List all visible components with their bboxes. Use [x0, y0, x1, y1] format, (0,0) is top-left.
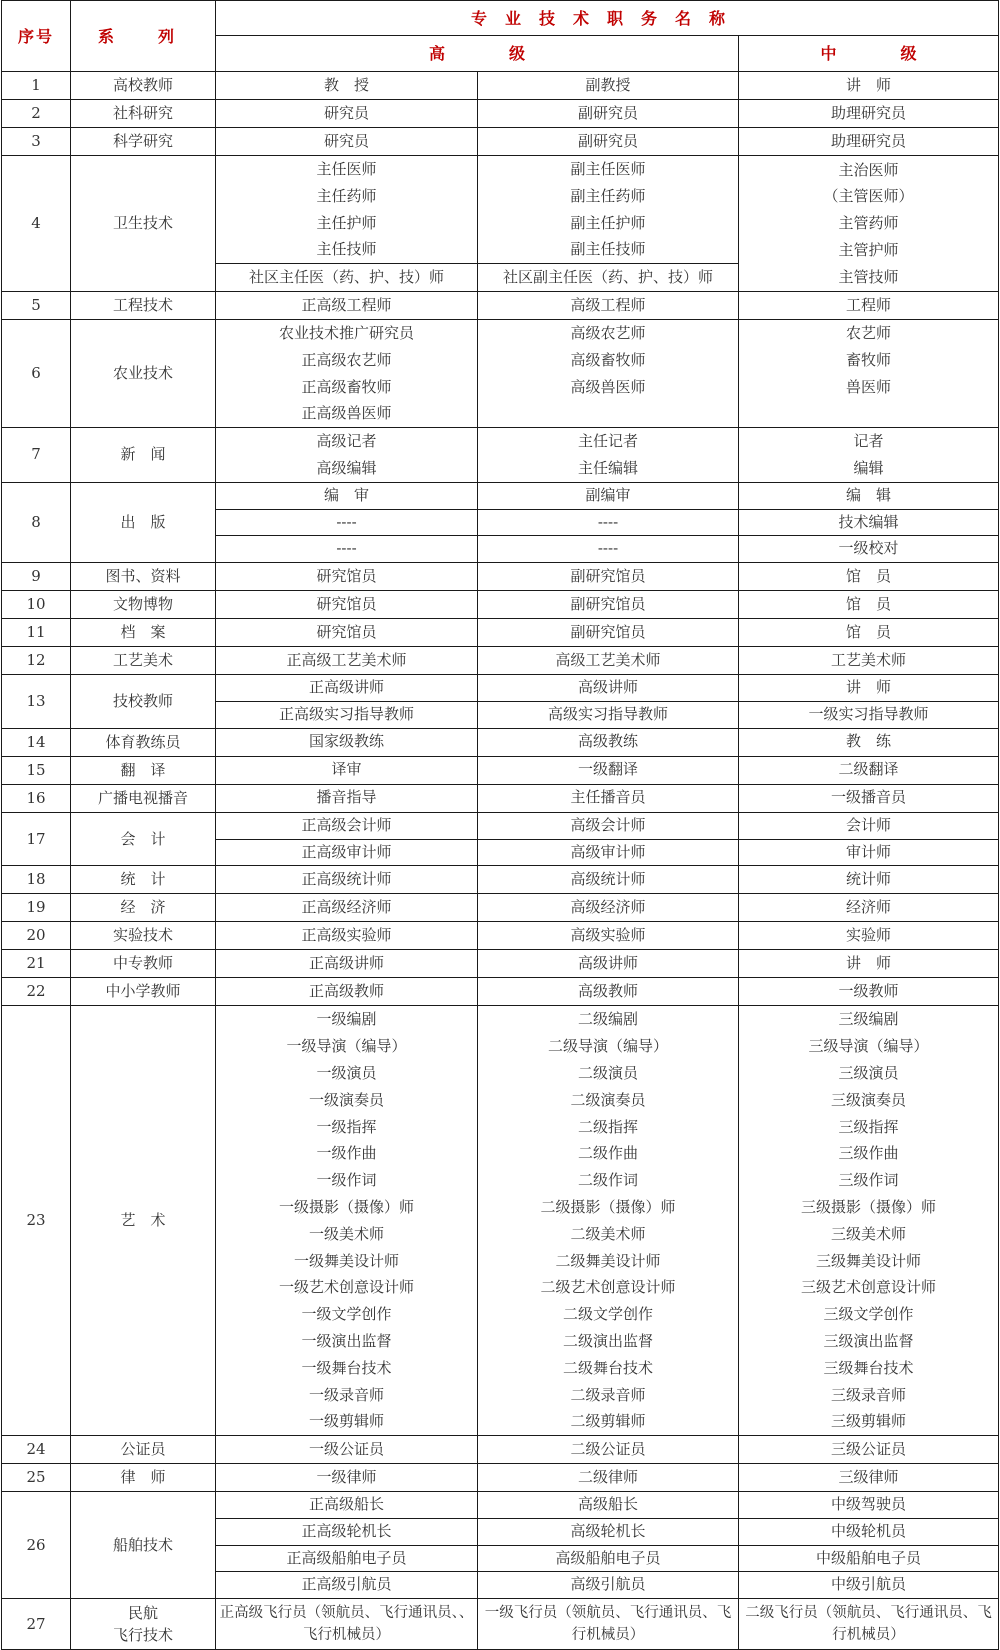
row-series: 社科研究	[71, 100, 216, 128]
title-cell: 高级实习指导教师	[478, 701, 739, 728]
cell-line: 主任记者	[577, 432, 638, 451]
row-number: 26	[2, 1492, 71, 1599]
series-line: 飞行技术	[112, 1626, 173, 1645]
title-cell: 正高级实习指导教师	[216, 701, 478, 728]
title-cell: 中级船舶电子员	[739, 1545, 999, 1572]
row-series: 技校教师	[71, 675, 216, 729]
row-series: 工程技术	[71, 291, 216, 319]
title-cell: 副编审	[478, 482, 739, 509]
title-cell: 高级实验师	[478, 922, 739, 950]
title-cell: 正高级工程师	[216, 291, 478, 319]
title-cell-intermediate: 工艺美术师	[739, 647, 999, 675]
table-row	[2, 756, 999, 784]
cell-line: 高级农艺师	[570, 323, 646, 342]
cell-line: 三级文学创作	[823, 1305, 914, 1324]
table-row	[2, 72, 999, 100]
title-cell: 编 辑	[739, 482, 999, 509]
title-cell: 正高级工艺美术师	[216, 647, 478, 675]
cell-line: 二级演奏员	[570, 1090, 646, 1109]
header-row-top	[2, 1, 999, 36]
cell-line: 二级摄影（摄像）师	[540, 1197, 676, 1216]
table-row	[2, 1436, 999, 1464]
title-cell-intermediate: 馆 员	[739, 563, 999, 591]
title-cell: 高级引航员	[478, 1572, 739, 1599]
title-cell-intermediate: 经济师	[739, 894, 999, 922]
cell-line: 二级美术师	[570, 1224, 646, 1243]
row-number: 18	[2, 866, 71, 894]
title-cell	[216, 319, 478, 427]
cell-line: 三级美术师	[831, 1224, 907, 1243]
title-cell: 正高级审计师	[216, 839, 478, 866]
title-cell: ----	[216, 509, 478, 536]
title-cell: 正高级会计师	[216, 812, 478, 839]
cell-line: 主任编辑	[577, 458, 638, 477]
title-cell: 高级经济师	[478, 894, 739, 922]
cell-line: 社区主任医（药、护、技）师	[248, 268, 444, 287]
row-series: 出 版	[71, 482, 216, 562]
table-row	[2, 675, 999, 702]
title-cell: 高级讲师	[478, 950, 739, 978]
title-cell: 研究员	[216, 128, 478, 156]
table-row	[2, 1492, 999, 1519]
row-series: 广播电视播音	[71, 784, 216, 812]
row-number: 12	[2, 647, 71, 675]
title-cell: 研究员	[216, 100, 478, 128]
table-row	[2, 978, 999, 1006]
row-number: 6	[2, 319, 71, 427]
title-cell-intermediate: 一级播音员	[739, 784, 999, 812]
row-number: 2	[2, 100, 71, 128]
cell-line: 一级演奏员	[308, 1090, 384, 1109]
cell-line: 副主任药师	[570, 186, 646, 205]
cell-line: 主管技师	[838, 267, 899, 286]
title-cell	[478, 428, 739, 483]
cell-line: 二级文学创作	[562, 1305, 653, 1324]
title-cell: 正高级经济师	[216, 894, 478, 922]
cell-line: 二级剪辑师	[570, 1412, 646, 1431]
cell-line: 三级摄影（摄像）师	[801, 1197, 937, 1216]
title-cell-intermediate: 二级飞行员（领航员、飞行通讯员、飞行机械员）	[739, 1599, 999, 1650]
title-cell-intermediate	[739, 428, 999, 483]
cell-line: 一级作词	[316, 1171, 377, 1190]
cell-line: 一级舞美设计师	[293, 1251, 399, 1270]
title-cell: 高级工程师	[478, 291, 739, 319]
title-cell: 正高级讲师	[216, 675, 478, 702]
title-cell-intermediate: 统计师	[739, 866, 999, 894]
row-number: 4	[2, 156, 71, 292]
title-cell: 高级统计师	[478, 866, 739, 894]
title-cell-intermediate: 实验师	[739, 922, 999, 950]
cell-line	[478, 400, 738, 427]
cell-line: 主任技师	[316, 240, 377, 259]
table-row	[2, 647, 999, 675]
title-cell-intermediate	[739, 1006, 999, 1436]
title-cell: 副研究馆员	[478, 563, 739, 591]
title-cell: ----	[478, 536, 739, 563]
row-series: 文物博物	[71, 591, 216, 619]
row-number: 27	[2, 1599, 71, 1650]
title-cell: 中级驾驶员	[739, 1492, 999, 1519]
title-cell: 高级轮机长	[478, 1518, 739, 1545]
title-cell: 中级引航员	[739, 1572, 999, 1599]
cell-line: 二级作词	[577, 1171, 638, 1190]
cell-line: 主治医师	[838, 160, 899, 179]
title-cell: 一级校对	[739, 536, 999, 563]
title-cell: 正高级教师	[216, 978, 478, 1006]
row-series: 图书、资料	[71, 563, 216, 591]
row-number: 17	[2, 812, 71, 866]
row-series: 卫生技术	[71, 156, 216, 292]
cell-line: 二级舞台技术	[562, 1358, 653, 1377]
cell-line: 一级摄影（摄像）师	[278, 1197, 414, 1216]
row-number: 24	[2, 1436, 71, 1464]
cell-line: 三级演奏员	[831, 1090, 907, 1109]
cell-line: 副主任医师	[570, 160, 646, 178]
cell-line: 三级演员	[838, 1063, 899, 1082]
job-title-table	[1, 0, 999, 1650]
table-row	[2, 1599, 999, 1650]
title-cell: 研究馆员	[216, 591, 478, 619]
table-row	[2, 619, 999, 647]
title-cell: 一级翻译	[478, 756, 739, 784]
row-series: 律 师	[71, 1464, 216, 1492]
header-series: 系 列	[71, 1, 216, 72]
row-series: 统 计	[71, 866, 216, 894]
row-number: 14	[2, 728, 71, 756]
title-cell: 国家级教练	[216, 728, 478, 756]
title-cell: 一级实习指导教师	[739, 701, 999, 728]
row-series: 体育教练员	[71, 728, 216, 756]
title-cell: 高级会计师	[478, 812, 739, 839]
table-row	[2, 950, 999, 978]
title-cell: 中级轮机员	[739, 1518, 999, 1545]
table-row	[2, 784, 999, 812]
table-row	[2, 922, 999, 950]
table-row	[2, 291, 999, 319]
row-number: 10	[2, 591, 71, 619]
cell-line: 高级编辑	[316, 458, 377, 477]
cell-line: 高级记者	[316, 432, 377, 451]
row-series: 艺 术	[71, 1006, 216, 1436]
cell-line: 三级指挥	[838, 1117, 899, 1136]
title-cell: 二级律师	[478, 1464, 739, 1492]
cell-line: 一级文学创作	[301, 1305, 392, 1324]
cell-line: 一级编剧	[316, 1010, 377, 1029]
title-cell	[216, 156, 478, 264]
table-row	[2, 156, 999, 264]
cell-line: 正高级畜牧师	[301, 377, 392, 396]
title-cell: 播音指导	[216, 784, 478, 812]
row-series	[71, 1599, 216, 1650]
title-cell-intermediate: 三级律师	[739, 1464, 999, 1492]
title-cell-intermediate: 教 练	[739, 728, 999, 756]
cell-line: 副主任护师	[570, 213, 646, 232]
title-cell-intermediate	[739, 156, 999, 292]
header-intermediate: 中 级	[739, 36, 999, 72]
cell-line: 一级作曲	[316, 1144, 377, 1163]
title-cell-intermediate: 讲 师	[739, 950, 999, 978]
title-cell-intermediate: 助理研究员	[739, 128, 999, 156]
cell-line: 社区副主任医（药、护、技）师	[502, 268, 713, 287]
row-number: 15	[2, 756, 71, 784]
title-cell	[478, 1006, 739, 1436]
cell-line: 一级剪辑师	[308, 1412, 384, 1431]
cell-line: 主任护师	[316, 213, 377, 232]
row-series: 经 济	[71, 894, 216, 922]
title-cell	[216, 264, 478, 292]
title-cell	[478, 156, 739, 264]
table-row	[2, 428, 999, 483]
table-row	[2, 482, 999, 509]
cell-line: 主任医师	[316, 160, 377, 178]
cell-line: 编辑	[853, 458, 884, 477]
cell-line: 主任药师	[316, 186, 377, 205]
row-series: 中专教师	[71, 950, 216, 978]
cell-line: 一级指挥	[316, 1117, 377, 1136]
title-cell: 高级船长	[478, 1492, 739, 1519]
cell-line: 二级指挥	[577, 1117, 638, 1136]
title-cell-intermediate: 馆 员	[739, 591, 999, 619]
cell-line: 副主任技师	[570, 240, 646, 259]
row-series: 高校教师	[71, 72, 216, 100]
cell-line: 农艺师	[846, 323, 892, 342]
title-cell-intermediate: 助理研究员	[739, 100, 999, 128]
table-row	[2, 866, 999, 894]
cell-line: 正高级农艺师	[301, 350, 392, 369]
cell-line: 一级演出监督	[301, 1331, 392, 1350]
table-row	[2, 100, 999, 128]
title-cell-intermediate: 馆 员	[739, 619, 999, 647]
cell-line: 二级编剧	[577, 1010, 638, 1029]
row-number: 23	[2, 1006, 71, 1436]
cell-line: 三级艺术创意设计师	[801, 1278, 937, 1297]
title-cell: 审计师	[739, 839, 999, 866]
cell-line: 二级艺术创意设计师	[540, 1278, 676, 1297]
title-cell: 正高级统计师	[216, 866, 478, 894]
title-cell-intermediate: 一级教师	[739, 978, 999, 1006]
row-series: 翻 译	[71, 756, 216, 784]
title-cell: 会计师	[739, 812, 999, 839]
series-line: 民航	[127, 1604, 158, 1623]
title-cell: 二级公证员	[478, 1436, 739, 1464]
cell-line	[739, 400, 998, 427]
row-series: 中小学教师	[71, 978, 216, 1006]
row-series: 工艺美术	[71, 647, 216, 675]
cell-line: 记者	[853, 432, 884, 451]
cell-line: 主管药师	[838, 214, 899, 233]
cell-line: 一级导演（编导）	[286, 1037, 407, 1056]
title-cell: 教 授	[216, 72, 478, 100]
row-series: 实验技术	[71, 922, 216, 950]
cell-line: 一级演员	[316, 1063, 377, 1082]
header-senior: 高 级	[216, 36, 739, 72]
title-cell	[478, 264, 739, 292]
header-title: 专业技术职务名称	[216, 1, 999, 36]
row-series: 档 案	[71, 619, 216, 647]
cell-line: 农业技术推广研究员	[278, 323, 414, 342]
cell-line: 主管护师	[838, 240, 899, 259]
row-number: 9	[2, 563, 71, 591]
title-cell: 正高级讲师	[216, 950, 478, 978]
title-cell: 正高级船舶电子员	[216, 1545, 478, 1572]
cell-line: 一级美术师	[308, 1224, 384, 1243]
title-cell: 高级船舶电子员	[478, 1545, 739, 1572]
title-cell: ----	[478, 509, 739, 536]
cell-line: 三级作词	[838, 1171, 899, 1190]
table-row	[2, 128, 999, 156]
table-row	[2, 563, 999, 591]
cell-line: 二级导演（编导）	[547, 1037, 668, 1056]
row-number: 11	[2, 619, 71, 647]
row-number: 25	[2, 1464, 71, 1492]
cell-line: 三级作曲	[838, 1144, 899, 1163]
title-cell: 技术编辑	[739, 509, 999, 536]
cell-line: 三级剪辑师	[831, 1412, 907, 1431]
title-cell: 高级教练	[478, 728, 739, 756]
row-number: 22	[2, 978, 71, 1006]
title-cell: 正高级实验师	[216, 922, 478, 950]
title-cell: 主任播音员	[478, 784, 739, 812]
title-cell: 副研究馆员	[478, 619, 739, 647]
cell-line: 一级录音师	[308, 1385, 384, 1404]
title-cell: 一级公证员	[216, 1436, 478, 1464]
table-row	[2, 1006, 999, 1436]
cell-line: 二级舞美设计师	[555, 1251, 661, 1270]
row-number: 5	[2, 291, 71, 319]
title-cell: 正高级飞行员（领航员、飞行通讯员、、飞行机械员）	[216, 1599, 478, 1650]
table-row	[2, 894, 999, 922]
table-row	[2, 1464, 999, 1492]
cell-line: 三级录音师	[831, 1385, 907, 1404]
row-number: 19	[2, 894, 71, 922]
row-series: 会 计	[71, 812, 216, 866]
row-series: 公证员	[71, 1436, 216, 1464]
cell-line: （主管医师）	[823, 187, 914, 206]
title-cell: 正高级船长	[216, 1492, 478, 1519]
title-cell: ----	[216, 536, 478, 563]
cell-line: 一级艺术创意设计师	[278, 1278, 414, 1297]
title-cell: 研究馆员	[216, 619, 478, 647]
title-cell: 副研究员	[478, 100, 739, 128]
title-cell: 高级教师	[478, 978, 739, 1006]
cell-line: 三级导演（编导）	[808, 1037, 929, 1056]
title-cell: 一级飞行员（领航员、飞行通讯员、飞行机械员）	[478, 1599, 739, 1650]
cell-line: 三级编剧	[838, 1010, 899, 1029]
cell-line: 一级舞台技术	[301, 1358, 392, 1377]
title-cell-intermediate: 二级翻译	[739, 756, 999, 784]
title-cell	[216, 1006, 478, 1436]
title-cell: 编 审	[216, 482, 478, 509]
row-series: 科学研究	[71, 128, 216, 156]
table-body	[2, 1, 999, 1650]
cell-line: 二级演出监督	[562, 1331, 653, 1350]
title-cell: 副研究员	[478, 128, 739, 156]
title-cell-intermediate	[739, 319, 999, 427]
title-cell: 高级工艺美术师	[478, 647, 739, 675]
cell-line: 高级兽医师	[570, 377, 646, 396]
title-cell-intermediate: 讲 师	[739, 72, 999, 100]
title-cell: 正高级引航员	[216, 1572, 478, 1599]
title-cell-intermediate: 工程师	[739, 291, 999, 319]
row-number: 13	[2, 675, 71, 729]
table-row	[2, 319, 999, 427]
title-cell: 一级律师	[216, 1464, 478, 1492]
cell-line: 二级作曲	[577, 1144, 638, 1163]
row-series: 新 闻	[71, 428, 216, 483]
title-cell: 讲 师	[739, 675, 999, 702]
title-cell: 译审	[216, 756, 478, 784]
title-cell	[216, 428, 478, 483]
title-cell: 研究馆员	[216, 563, 478, 591]
title-cell: 副研究馆员	[478, 591, 739, 619]
cell-line: 兽医师	[846, 377, 892, 396]
row-series: 船舶技术	[71, 1492, 216, 1599]
cell-line: 三级演出监督	[823, 1331, 914, 1350]
cell-line: 三级舞台技术	[823, 1358, 914, 1377]
title-cell: 正高级轮机长	[216, 1518, 478, 1545]
cell-line: 二级演员	[577, 1063, 638, 1082]
title-cell: 高级审计师	[478, 839, 739, 866]
cell-line: 高级畜牧师	[570, 350, 646, 369]
row-number: 21	[2, 950, 71, 978]
title-cell: 副教授	[478, 72, 739, 100]
row-number: 7	[2, 428, 71, 483]
row-number: 1	[2, 72, 71, 100]
row-number: 16	[2, 784, 71, 812]
cell-line: 二级录音师	[570, 1385, 646, 1404]
table-row	[2, 728, 999, 756]
title-cell: 高级讲师	[478, 675, 739, 702]
table-row	[2, 812, 999, 839]
cell-line: 畜牧师	[846, 350, 892, 369]
title-cell-intermediate: 三级公证员	[739, 1436, 999, 1464]
row-number: 20	[2, 922, 71, 950]
row-number: 8	[2, 482, 71, 562]
cell-line: 三级舞美设计师	[816, 1251, 922, 1270]
table-row	[2, 591, 999, 619]
header-seq: 序号	[2, 1, 71, 72]
row-series: 农业技术	[71, 319, 216, 427]
title-cell	[478, 319, 739, 427]
row-number: 3	[2, 128, 71, 156]
cell-line: 正高级兽医师	[301, 404, 392, 423]
